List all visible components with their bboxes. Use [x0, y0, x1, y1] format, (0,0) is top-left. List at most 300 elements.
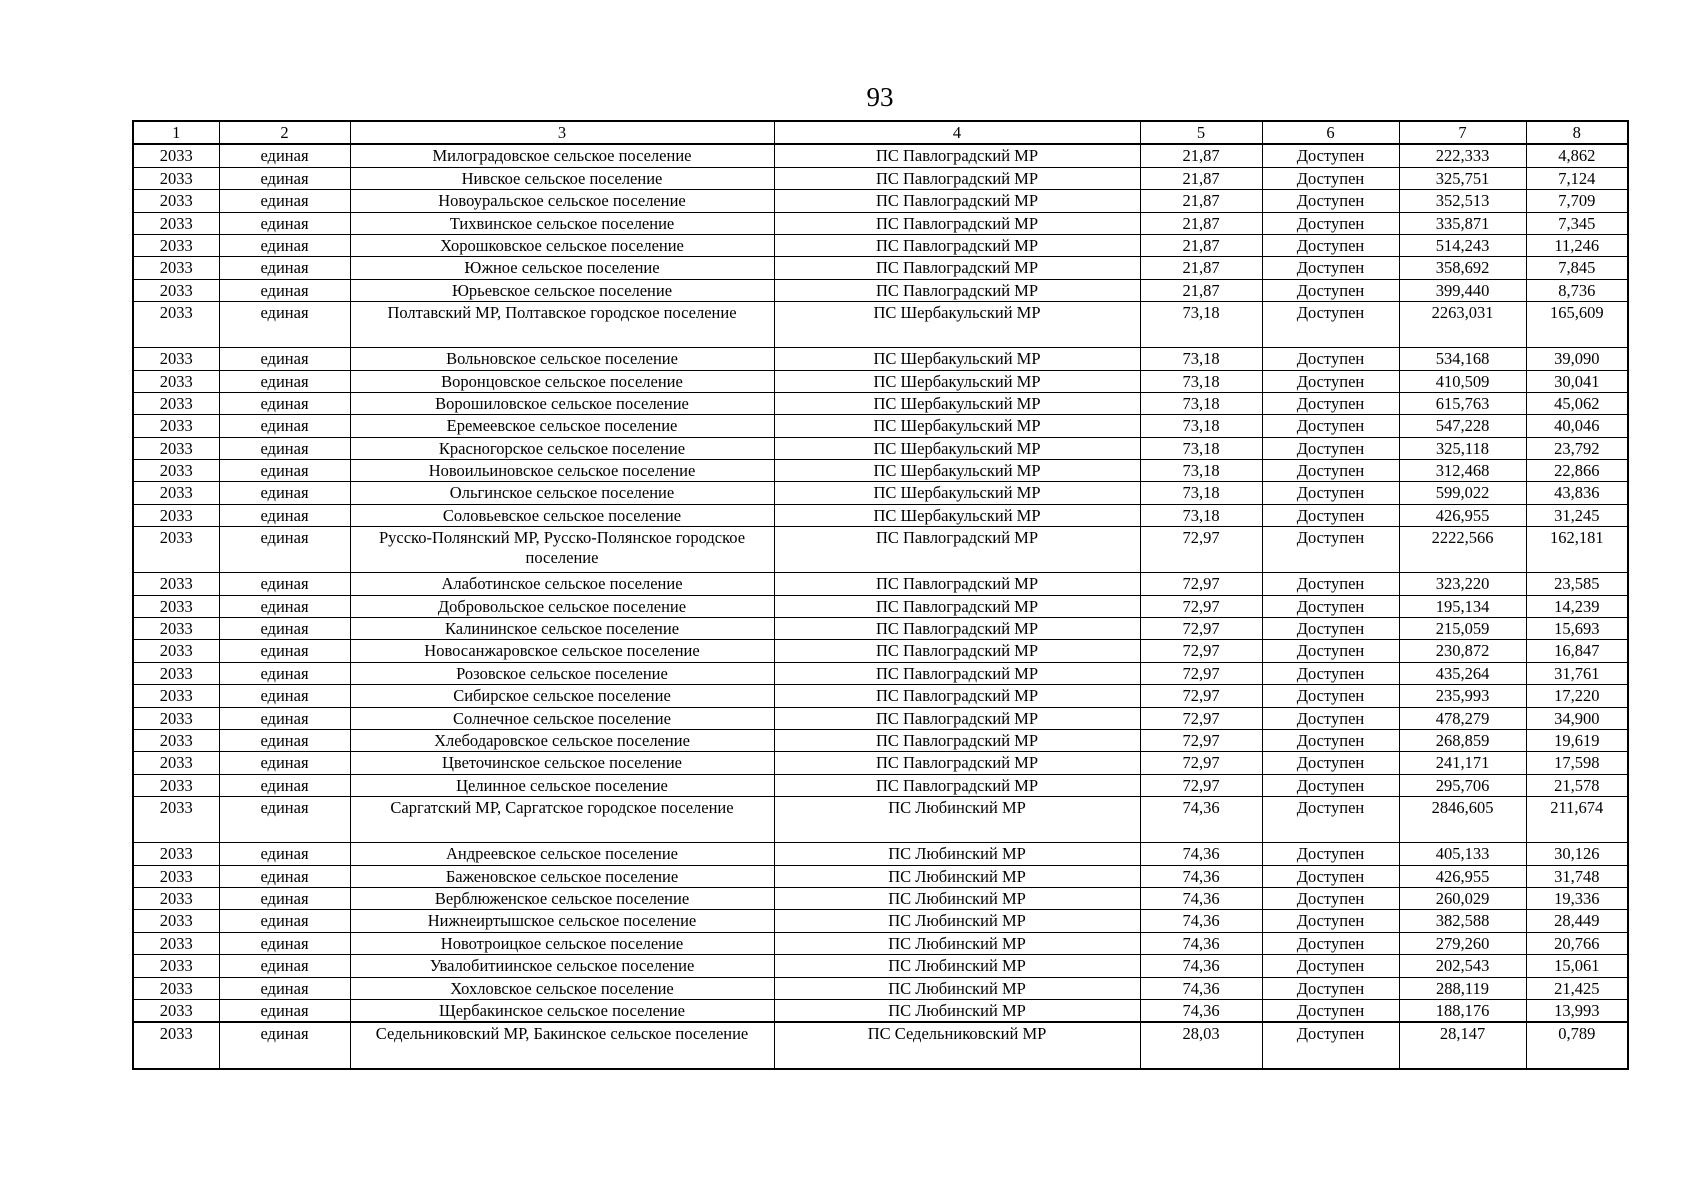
value5-cell: 73,18 [1140, 504, 1262, 526]
year-cell: 2033 [133, 144, 219, 167]
value5-cell: 73,18 [1140, 392, 1262, 414]
value5-cell: 74,36 [1140, 955, 1262, 977]
status-cell: Доступен [1262, 729, 1399, 751]
page-number: 93 [866, 82, 894, 112]
type-cell: единая [219, 618, 350, 640]
type-cell: единая [219, 212, 350, 234]
settlement-cell: Цветочинское сельское поселение [350, 752, 774, 774]
year-cell: 2033 [133, 752, 219, 774]
year-cell: 2033 [133, 257, 219, 279]
value8-cell: 4,862 [1526, 144, 1628, 167]
header-cell-2: 2 [219, 121, 350, 144]
value7-cell: 241,171 [1399, 752, 1526, 774]
table-body [133, 121, 1628, 1069]
value5-cell: 72,97 [1140, 685, 1262, 707]
table-row [133, 999, 1628, 1022]
table-row [133, 662, 1628, 684]
value8-cell: 45,062 [1526, 392, 1628, 414]
year-cell: 2033 [133, 504, 219, 526]
header-cell-5: 5 [1140, 121, 1262, 144]
value7-cell: 215,059 [1399, 618, 1526, 640]
settlement-cell: Андреевское сельское поселение [350, 843, 774, 865]
substation-cell: ПС Шербакульский МР [774, 415, 1140, 437]
value8-cell: 21,425 [1526, 977, 1628, 999]
settlement-cell: Калининское сельское поселение [350, 618, 774, 640]
settlement-cell: Алаботинское сельское поселение [350, 573, 774, 595]
value5-cell: 21,87 [1140, 257, 1262, 279]
value5-cell: 72,97 [1140, 774, 1262, 796]
value7-cell: 534,168 [1399, 348, 1526, 370]
value5-cell: 21,87 [1140, 167, 1262, 189]
type-cell: единая [219, 392, 350, 414]
table-row [133, 302, 1628, 348]
type-cell: единая [219, 865, 350, 887]
table-row [133, 370, 1628, 392]
year-cell: 2033 [133, 595, 219, 617]
settlement-cell: Розовское сельское поселение [350, 662, 774, 684]
substation-cell: ПС Любинский МР [774, 797, 1140, 843]
value7-cell: 230,872 [1399, 640, 1526, 662]
table-row [133, 167, 1628, 189]
value8-cell: 43,836 [1526, 482, 1628, 504]
year-cell: 2033 [133, 460, 219, 482]
status-cell: Доступен [1262, 212, 1399, 234]
value7-cell: 279,260 [1399, 932, 1526, 954]
value7-cell: 547,228 [1399, 415, 1526, 437]
type-cell: единая [219, 437, 350, 459]
value5-cell: 28,03 [1140, 1022, 1262, 1069]
value7-cell: 599,022 [1399, 482, 1526, 504]
substation-cell: ПС Павлоградский МР [774, 752, 1140, 774]
type-cell: единая [219, 482, 350, 504]
value5-cell: 21,87 [1140, 190, 1262, 212]
table-row [133, 504, 1628, 526]
value8-cell: 0,789 [1526, 1022, 1628, 1069]
settlement-cell: Соловьевское сельское поселение [350, 504, 774, 526]
status-cell: Доступен [1262, 370, 1399, 392]
type-cell: единая [219, 707, 350, 729]
value7-cell: 325,751 [1399, 167, 1526, 189]
status-cell: Доступен [1262, 707, 1399, 729]
value8-cell: 19,619 [1526, 729, 1628, 751]
value5-cell: 74,36 [1140, 932, 1262, 954]
status-cell: Доступен [1262, 437, 1399, 459]
settlement-cell: Новоильиновское сельское поселение [350, 460, 774, 482]
settlement-cell: Новоуральское сельское поселение [350, 190, 774, 212]
substation-cell: ПС Шербакульский МР [774, 437, 1140, 459]
table-row [133, 527, 1628, 573]
value5-cell: 72,97 [1140, 527, 1262, 573]
table-row [133, 348, 1628, 370]
type-cell: единая [219, 1022, 350, 1069]
value5-cell: 72,97 [1140, 662, 1262, 684]
settlement-cell: Баженовское сельское поселение [350, 865, 774, 887]
status-cell: Доступен [1262, 279, 1399, 301]
substation-cell: ПС Любинский МР [774, 955, 1140, 977]
settlement-cell: Солнечное сельское поселение [350, 707, 774, 729]
value5-cell: 73,18 [1140, 348, 1262, 370]
table-row [133, 1022, 1628, 1069]
substation-cell: ПС Павлоградский МР [774, 618, 1140, 640]
value8-cell: 21,578 [1526, 774, 1628, 796]
value7-cell: 260,029 [1399, 887, 1526, 909]
table-row [133, 797, 1628, 843]
status-cell: Доступен [1262, 1022, 1399, 1069]
substation-cell: ПС Любинский МР [774, 910, 1140, 932]
table-row [133, 190, 1628, 212]
value8-cell: 11,246 [1526, 234, 1628, 256]
status-cell: Доступен [1262, 392, 1399, 414]
substation-cell: ПС Павлоградский МР [774, 729, 1140, 751]
value7-cell: 514,243 [1399, 234, 1526, 256]
value7-cell: 615,763 [1399, 392, 1526, 414]
value8-cell: 7,845 [1526, 257, 1628, 279]
settlement-cell: Русско-Полянский МР, Русско-Полянское городское поселение [350, 527, 774, 573]
status-cell: Доступен [1262, 955, 1399, 977]
value8-cell: 28,449 [1526, 910, 1628, 932]
value7-cell: 268,859 [1399, 729, 1526, 751]
settlement-cell: Хорошковское сельское поселение [350, 234, 774, 256]
value5-cell: 72,97 [1140, 595, 1262, 617]
table-row [133, 685, 1628, 707]
substation-cell: ПС Павлоградский МР [774, 662, 1140, 684]
substation-cell: ПС Шербакульский МР [774, 460, 1140, 482]
year-cell: 2033 [133, 1022, 219, 1069]
value8-cell: 165,609 [1526, 302, 1628, 348]
substation-cell: ПС Павлоградский МР [774, 167, 1140, 189]
value7-cell: 202,543 [1399, 955, 1526, 977]
substation-cell: ПС Любинский МР [774, 932, 1140, 954]
value5-cell: 73,18 [1140, 482, 1262, 504]
type-cell: единая [219, 370, 350, 392]
status-cell: Доступен [1262, 482, 1399, 504]
value7-cell: 352,513 [1399, 190, 1526, 212]
status-cell: Доступен [1262, 144, 1399, 167]
value7-cell: 188,176 [1399, 999, 1526, 1022]
substation-cell: ПС Шербакульский МР [774, 348, 1140, 370]
year-cell: 2033 [133, 167, 219, 189]
status-cell: Доступен [1262, 595, 1399, 617]
table-row [133, 415, 1628, 437]
status-cell: Доступен [1262, 234, 1399, 256]
value8-cell: 15,061 [1526, 955, 1628, 977]
year-cell: 2033 [133, 348, 219, 370]
value5-cell: 74,36 [1140, 865, 1262, 887]
table-row [133, 729, 1628, 751]
type-cell: единая [219, 843, 350, 865]
year-cell: 2033 [133, 573, 219, 595]
settlement-cell: Увалобитиинское сельское поселение [350, 955, 774, 977]
value8-cell: 34,900 [1526, 707, 1628, 729]
header-cell-4: 4 [774, 121, 1140, 144]
status-cell: Доступен [1262, 685, 1399, 707]
table-row [133, 279, 1628, 301]
value8-cell: 23,792 [1526, 437, 1628, 459]
status-cell: Доступен [1262, 774, 1399, 796]
substation-cell: ПС Седельниковский МР [774, 1022, 1140, 1069]
type-cell: единая [219, 257, 350, 279]
type-cell: единая [219, 348, 350, 370]
status-cell: Доступен [1262, 302, 1399, 348]
type-cell: единая [219, 685, 350, 707]
substation-cell: ПС Шербакульский МР [774, 482, 1140, 504]
value8-cell: 17,598 [1526, 752, 1628, 774]
settlement-cell: Нижнеиртышское сельское поселение [350, 910, 774, 932]
substation-cell: ПС Шербакульский МР [774, 370, 1140, 392]
settlement-cell: Хлебодаровское сельское поселение [350, 729, 774, 751]
table-row [133, 257, 1628, 279]
substation-cell: ПС Любинский МР [774, 999, 1140, 1022]
value7-cell: 325,118 [1399, 437, 1526, 459]
year-cell: 2033 [133, 415, 219, 437]
table-row [133, 392, 1628, 414]
value7-cell: 295,706 [1399, 774, 1526, 796]
type-cell: единая [219, 302, 350, 348]
value7-cell: 195,134 [1399, 595, 1526, 617]
settlement-cell: Милоградовское сельское поселение [350, 144, 774, 167]
year-cell: 2033 [133, 302, 219, 348]
status-cell: Доступен [1262, 573, 1399, 595]
settlement-cell: Хохловское сельское поселение [350, 977, 774, 999]
value8-cell: 7,345 [1526, 212, 1628, 234]
type-cell: единая [219, 932, 350, 954]
value8-cell: 15,693 [1526, 618, 1628, 640]
substation-cell: ПС Павлоградский МР [774, 707, 1140, 729]
year-cell: 2033 [133, 392, 219, 414]
value5-cell: 21,87 [1140, 144, 1262, 167]
settlement-cell: Целинное сельское поселение [350, 774, 774, 796]
year-cell: 2033 [133, 887, 219, 909]
value7-cell: 2222,566 [1399, 527, 1526, 573]
year-cell: 2033 [133, 370, 219, 392]
value5-cell: 72,97 [1140, 640, 1262, 662]
value7-cell: 235,993 [1399, 685, 1526, 707]
value8-cell: 162,181 [1526, 527, 1628, 573]
header-cell-1: 1 [133, 121, 219, 144]
value7-cell: 399,440 [1399, 279, 1526, 301]
status-cell: Доступен [1262, 415, 1399, 437]
value5-cell: 72,97 [1140, 707, 1262, 729]
type-cell: единая [219, 910, 350, 932]
year-cell: 2033 [133, 234, 219, 256]
type-cell: единая [219, 887, 350, 909]
year-cell: 2033 [133, 932, 219, 954]
value8-cell: 30,126 [1526, 843, 1628, 865]
value5-cell: 74,36 [1140, 910, 1262, 932]
settlement-cell: Верблюженское сельское поселение [350, 887, 774, 909]
year-cell: 2033 [133, 482, 219, 504]
status-cell: Доступен [1262, 460, 1399, 482]
table-row [133, 932, 1628, 954]
table-row [133, 595, 1628, 617]
value5-cell: 73,18 [1140, 302, 1262, 348]
value7-cell: 382,588 [1399, 910, 1526, 932]
type-cell: единая [219, 752, 350, 774]
table-row [133, 437, 1628, 459]
value7-cell: 410,509 [1399, 370, 1526, 392]
table-row [133, 977, 1628, 999]
year-cell: 2033 [133, 212, 219, 234]
value7-cell: 28,147 [1399, 1022, 1526, 1069]
header-cell-3: 3 [350, 121, 774, 144]
table-row [133, 618, 1628, 640]
value5-cell: 21,87 [1140, 212, 1262, 234]
settlement-cell: Тихвинское сельское поселение [350, 212, 774, 234]
type-cell: единая [219, 662, 350, 684]
year-cell: 2033 [133, 955, 219, 977]
value8-cell: 7,709 [1526, 190, 1628, 212]
value5-cell: 72,97 [1140, 729, 1262, 751]
type-cell: единая [219, 774, 350, 796]
type-cell: единая [219, 279, 350, 301]
table-row [133, 707, 1628, 729]
status-cell: Доступен [1262, 932, 1399, 954]
type-cell: единая [219, 234, 350, 256]
year-cell: 2033 [133, 662, 219, 684]
type-cell: единая [219, 977, 350, 999]
settlement-cell: Ольгинское сельское поселение [350, 482, 774, 504]
table-header-row [133, 121, 1628, 144]
value5-cell: 73,18 [1140, 415, 1262, 437]
type-cell: единая [219, 415, 350, 437]
value5-cell: 73,18 [1140, 460, 1262, 482]
year-cell: 2033 [133, 999, 219, 1022]
status-cell: Доступен [1262, 257, 1399, 279]
table-row [133, 910, 1628, 932]
type-cell: единая [219, 729, 350, 751]
substation-cell: ПС Павлоградский МР [774, 595, 1140, 617]
table-row [133, 752, 1628, 774]
settlement-cell: Южное сельское поселение [350, 257, 774, 279]
value7-cell: 323,220 [1399, 573, 1526, 595]
settlement-cell: Сибирское сельское поселение [350, 685, 774, 707]
value5-cell: 74,36 [1140, 977, 1262, 999]
year-cell: 2033 [133, 279, 219, 301]
value7-cell: 222,333 [1399, 144, 1526, 167]
status-cell: Доступен [1262, 618, 1399, 640]
value8-cell: 211,674 [1526, 797, 1628, 843]
value8-cell: 17,220 [1526, 685, 1628, 707]
year-cell: 2033 [133, 437, 219, 459]
status-cell: Доступен [1262, 348, 1399, 370]
type-cell: единая [219, 190, 350, 212]
substation-cell: ПС Любинский МР [774, 865, 1140, 887]
value5-cell: 74,36 [1140, 887, 1262, 909]
year-cell: 2033 [133, 843, 219, 865]
settlement-cell: Вольновское сельское поселение [350, 348, 774, 370]
type-cell: единая [219, 573, 350, 595]
value7-cell: 426,955 [1399, 865, 1526, 887]
status-cell: Доступен [1262, 887, 1399, 909]
value7-cell: 426,955 [1399, 504, 1526, 526]
value8-cell: 7,124 [1526, 167, 1628, 189]
value8-cell: 31,245 [1526, 504, 1628, 526]
year-cell: 2033 [133, 729, 219, 751]
settlement-cell: Юрьевское сельское поселение [350, 279, 774, 301]
table-row [133, 887, 1628, 909]
year-cell: 2033 [133, 707, 219, 729]
status-cell: Доступен [1262, 999, 1399, 1022]
value5-cell: 21,87 [1140, 234, 1262, 256]
year-cell: 2033 [133, 797, 219, 843]
table-row [133, 573, 1628, 595]
value7-cell: 478,279 [1399, 707, 1526, 729]
settlement-cell: Еремеевское сельское поселение [350, 415, 774, 437]
year-cell: 2033 [133, 527, 219, 573]
year-cell: 2033 [133, 618, 219, 640]
substation-cell: ПС Павлоградский МР [774, 257, 1140, 279]
value7-cell: 312,468 [1399, 460, 1526, 482]
type-cell: единая [219, 504, 350, 526]
table-row [133, 144, 1628, 167]
settlement-cell: Щербакинское сельское поселение [350, 999, 774, 1022]
status-cell: Доступен [1262, 662, 1399, 684]
value7-cell: 358,692 [1399, 257, 1526, 279]
type-cell: единая [219, 797, 350, 843]
value8-cell: 40,046 [1526, 415, 1628, 437]
table-row [133, 640, 1628, 662]
header-cell-7: 7 [1399, 121, 1526, 144]
type-cell: единая [219, 460, 350, 482]
substation-cell: ПС Любинский МР [774, 887, 1140, 909]
settlement-cell: Воронцовское сельское поселение [350, 370, 774, 392]
value8-cell: 31,748 [1526, 865, 1628, 887]
year-cell: 2033 [133, 190, 219, 212]
type-cell: единая [219, 527, 350, 573]
header-cell-6: 6 [1262, 121, 1399, 144]
value5-cell: 73,18 [1140, 437, 1262, 459]
value8-cell: 8,736 [1526, 279, 1628, 301]
substation-cell: ПС Павлоградский МР [774, 774, 1140, 796]
substation-cell: ПС Любинский МР [774, 977, 1140, 999]
status-cell: Доступен [1262, 640, 1399, 662]
status-cell: Доступен [1262, 977, 1399, 999]
value5-cell: 73,18 [1140, 370, 1262, 392]
settlement-cell: Новосанжаровское сельское поселение [350, 640, 774, 662]
table-row [133, 955, 1628, 977]
status-cell: Доступен [1262, 865, 1399, 887]
value7-cell: 435,264 [1399, 662, 1526, 684]
value8-cell: 16,847 [1526, 640, 1628, 662]
value8-cell: 14,239 [1526, 595, 1628, 617]
settlement-cell: Красногорское сельское поселение [350, 437, 774, 459]
substation-cell: ПС Любинский МР [774, 843, 1140, 865]
table-row [133, 865, 1628, 887]
settlement-cell: Полтавский МР, Полтавское городское поселение [350, 302, 774, 348]
substation-cell: ПС Павлоградский МР [774, 640, 1140, 662]
value5-cell: 72,97 [1140, 752, 1262, 774]
year-cell: 2033 [133, 685, 219, 707]
substation-cell: ПС Шербакульский МР [774, 392, 1140, 414]
substation-cell: ПС Павлоградский МР [774, 685, 1140, 707]
status-cell: Доступен [1262, 797, 1399, 843]
table-row [133, 212, 1628, 234]
value5-cell: 72,97 [1140, 573, 1262, 595]
table-row [133, 843, 1628, 865]
value7-cell: 288,119 [1399, 977, 1526, 999]
year-cell: 2033 [133, 865, 219, 887]
year-cell: 2033 [133, 774, 219, 796]
settlement-cell: Новотроицкое сельское поселение [350, 932, 774, 954]
type-cell: единая [219, 999, 350, 1022]
header-cell-8: 8 [1526, 121, 1628, 144]
value7-cell: 2263,031 [1399, 302, 1526, 348]
substation-cell: ПС Павлоградский МР [774, 279, 1140, 301]
year-cell: 2033 [133, 977, 219, 999]
value8-cell: 31,761 [1526, 662, 1628, 684]
value8-cell: 19,336 [1526, 887, 1628, 909]
value5-cell: 74,36 [1140, 797, 1262, 843]
